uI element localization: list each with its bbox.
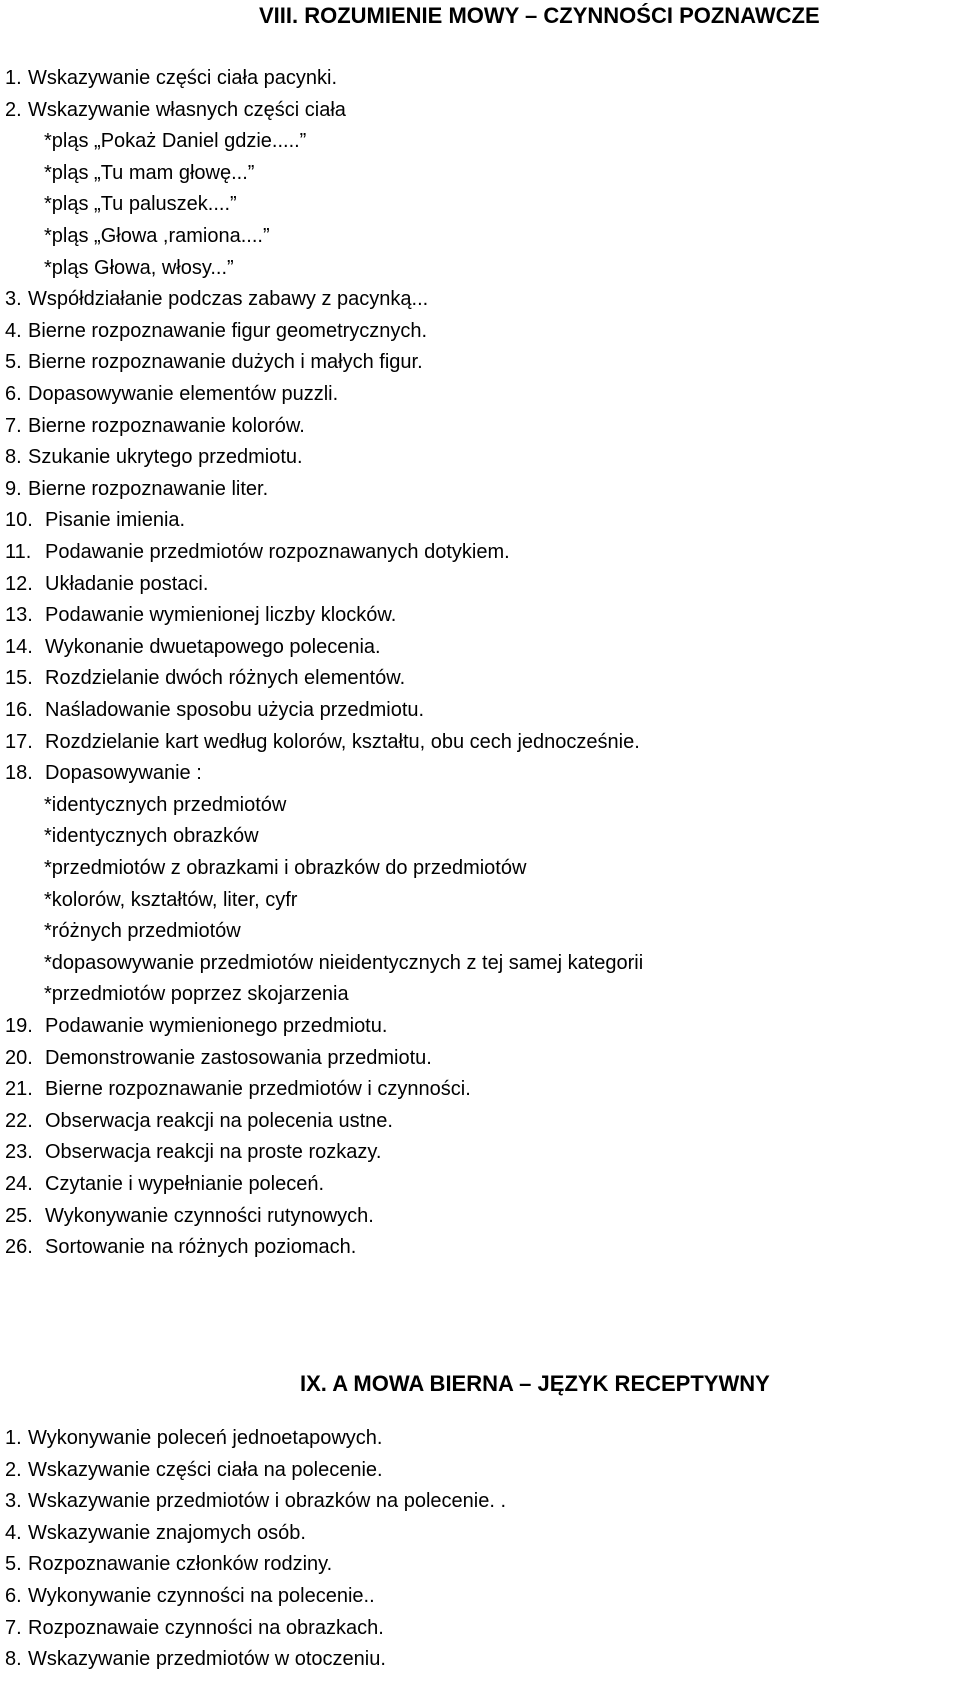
list-item <box>5 1044 432 1072</box>
item-text: Wskazywanie przedmiotów i obrazków na polecenie. . <box>28 1490 506 1513</box>
list-item <box>5 1487 506 1515</box>
item-text: Szukanie ukrytego przedmiotu. <box>28 446 303 469</box>
item-text: *przedmiotów poprzez skojarzenia <box>44 983 349 1006</box>
item-number: 5. <box>5 351 22 374</box>
list-item <box>5 475 268 503</box>
list-item <box>44 127 306 155</box>
item-text: Wykonanie dwuetapowego polecenia. <box>45 635 381 658</box>
item-text: Współdziałanie podczas zabawy z pacynką... <box>28 288 429 311</box>
item-text: Wskazywanie części ciała na polecenie. <box>28 1458 383 1481</box>
item-text: Wskazywanie części ciała pacynki. <box>28 67 337 89</box>
item-number: 21. <box>5 1078 33 1101</box>
item-number: 12. <box>5 572 33 595</box>
item-number: 18. <box>5 762 33 785</box>
item-text: Dopasowywanie : <box>45 762 202 785</box>
item-number: 15. <box>5 667 33 690</box>
item-text: Podawanie wymienionego przedmiotu. <box>45 1015 388 1037</box>
item-text: Bierne rozpoznawanie przedmiotów i czynności. <box>45 1078 471 1101</box>
item-text: *przedmiotów z obrazkami i obrazków do przedmiotów <box>44 857 527 879</box>
item-number: 8. <box>5 446 22 469</box>
list-item <box>5 1138 381 1166</box>
item-text: Rozpoznawaie czynności na obrazkach. <box>28 1616 384 1639</box>
item-number: 17. <box>5 730 33 753</box>
item-text: *identycznych obrazków <box>44 825 259 848</box>
item-number: 14. <box>5 635 33 658</box>
item-number: 4. <box>5 319 22 342</box>
item-text: *różnych przedmiotów <box>44 920 241 943</box>
section8-title: VIII. ROZUMIENIE MOWY – CZYNNOŚCI POZNAWCZE <box>259 3 820 28</box>
list-item <box>5 601 396 629</box>
item-text: Bierne rozpoznawanie liter. <box>28 477 269 500</box>
item-number: 19. <box>5 1015 33 1037</box>
list-item <box>5 759 202 787</box>
list-item <box>5 1424 382 1452</box>
list-item <box>5 1170 324 1198</box>
list-item <box>5 664 405 692</box>
item-text: *pląs „Tu mam głowę...” <box>44 161 255 184</box>
item-text: *pląs „Głowa ,ramiona....” <box>44 225 270 247</box>
list-item <box>5 412 305 440</box>
list-item <box>44 949 643 977</box>
item-number: 13. <box>5 604 33 627</box>
item-text: Dopasowywanie elementów puzzli. <box>28 383 339 405</box>
item-number: 23. <box>5 1141 33 1164</box>
list-item <box>5 443 303 471</box>
item-text: Obserwacja reakcji na polecenia ustne. <box>45 1109 393 1132</box>
list-item <box>5 1550 332 1578</box>
list-item <box>5 1456 383 1484</box>
item-number: 10. <box>5 509 33 532</box>
list-item <box>5 728 640 756</box>
item-number: 11. <box>5 541 32 563</box>
item-number: 4. <box>5 1521 22 1544</box>
list-item <box>5 1075 471 1103</box>
list-item <box>5 348 423 376</box>
item-text: *pląs „Pokaż Daniel gdzie.....” <box>44 130 307 153</box>
list-item <box>5 285 428 313</box>
item-number: 6. <box>5 1585 22 1607</box>
item-number: 8. <box>5 1648 22 1671</box>
item-number: 1. <box>5 67 22 89</box>
section9-title: IX. A MOWA BIERNA – JĘZYK RECEPTYWNY <box>300 1371 770 1396</box>
list-item <box>5 1233 356 1261</box>
item-text: Obserwacja reakcji na proste rozkazy. <box>45 1141 382 1164</box>
item-text: Bierne rozpoznawanie figur geometrycznych. <box>28 319 428 342</box>
list-item <box>5 1582 375 1610</box>
list-item <box>5 1012 387 1040</box>
item-number: 20. <box>5 1046 33 1069</box>
list-item <box>44 222 270 250</box>
item-text: Rozdzielanie kart według kolorów, kształtu, obu cech jednocześnie. <box>45 730 640 753</box>
item-text: Wskazywanie własnych części ciała <box>28 98 346 121</box>
list-item <box>44 822 259 850</box>
item-text: Wykonywanie czynności na polecenie.. <box>28 1585 375 1607</box>
list-item <box>5 1107 393 1135</box>
item-number: 2. <box>5 1458 22 1481</box>
list-item <box>5 64 337 92</box>
list-item <box>5 570 208 598</box>
item-number: 3. <box>5 1490 22 1513</box>
item-text: *pląs Głowa, włosy...” <box>44 256 234 279</box>
item-text: Czytanie i wypełnianie poleceń. <box>45 1173 325 1195</box>
item-text: Rozdzielanie dwóch różnych elementów. <box>45 667 406 690</box>
list-item <box>44 190 237 218</box>
item-text: *kolorów, kształtów, liter, cyfr <box>44 888 298 911</box>
item-text: Bierne rozpoznawanie dużych i małych figur. <box>28 351 423 374</box>
list-item <box>5 96 346 124</box>
item-number: 7. <box>5 414 22 437</box>
list-item <box>5 1614 384 1642</box>
list-item <box>5 696 424 724</box>
item-text: Naśladowanie sposobu użycia przedmiotu. <box>45 699 425 721</box>
list-item <box>44 917 241 945</box>
item-text: Demonstrowanie zastosowania przedmiotu. <box>45 1046 432 1069</box>
item-text: Podawanie przedmiotów rozpoznawanych dotykiem. <box>45 541 510 563</box>
list-item <box>44 886 297 914</box>
item-text: Rozpoznawanie członków rodziny. <box>28 1553 333 1576</box>
list-item <box>44 980 349 1008</box>
list-item <box>5 1645 386 1673</box>
item-number: 7. <box>5 1616 22 1639</box>
list-item <box>5 538 510 566</box>
list-item <box>5 380 338 408</box>
item-number: 9. <box>5 477 22 500</box>
item-number: 5. <box>5 1553 22 1576</box>
list-item <box>5 1202 374 1230</box>
list-item <box>44 854 526 882</box>
item-text: *dopasowywanie przedmiotów nieidentycznych z tej samej kategorii <box>44 951 644 974</box>
item-text: *identycznych przedmiotów <box>44 793 287 816</box>
item-text: Wykonywanie poleceń jednoetapowych. <box>28 1427 383 1449</box>
list-item <box>5 633 381 661</box>
item-number: 22. <box>5 1109 33 1132</box>
item-text: Pisanie imienia. <box>45 509 186 532</box>
item-number: 16. <box>5 699 33 721</box>
item-number: 1. <box>5 1427 22 1449</box>
item-number: 26. <box>5 1236 33 1259</box>
item-number: 3. <box>5 288 22 311</box>
item-number: 24. <box>5 1173 33 1195</box>
item-number: 2. <box>5 98 22 121</box>
list-item <box>5 506 185 534</box>
item-text: Wskazywanie przedmiotów w otoczeniu. <box>28 1648 386 1671</box>
item-text: Wskazywanie znajomych osób. <box>28 1521 306 1544</box>
list-item <box>5 317 427 345</box>
list-item <box>44 159 254 187</box>
item-number: 25. <box>5 1204 33 1227</box>
list-item <box>5 1519 306 1547</box>
item-text: Podawanie wymienionej liczby klocków. <box>45 604 397 627</box>
item-text: Wykonywanie czynności rutynowych. <box>45 1204 374 1227</box>
item-text: Układanie postaci. <box>45 572 209 595</box>
item-text: *pląs „Tu paluszek....” <box>44 193 237 216</box>
item-number: 6. <box>5 383 22 405</box>
list-item <box>44 254 234 282</box>
item-text: Bierne rozpoznawanie kolorów. <box>28 414 305 437</box>
list-item <box>44 791 286 819</box>
item-text: Sortowanie na różnych poziomach. <box>45 1236 357 1259</box>
